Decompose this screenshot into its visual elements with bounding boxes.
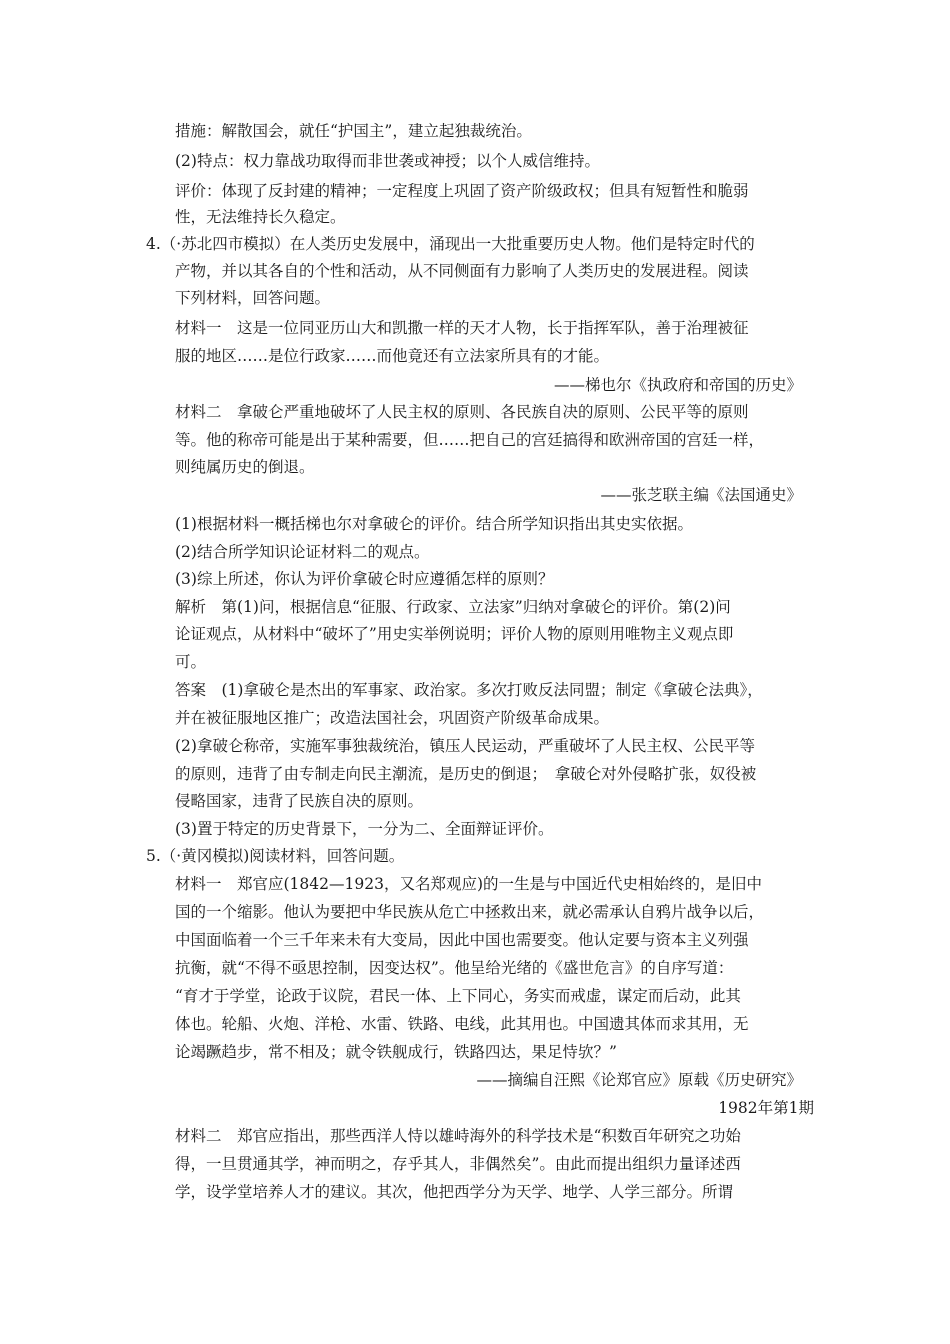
text-line: 并在被征服地区推广；改造法国社会，巩固资产阶级革命成果。 — [175, 709, 610, 727]
text-line: 学，设学堂培养人才的建议。其次，他把西学分为天学、地学、人学三部分。所谓 — [175, 1183, 734, 1201]
text-line: 则纯属历史的倒退。 — [175, 458, 315, 476]
text-line: 抗衡，就“不得不亟思控制，因变达权”。他呈给光绪的《盛世危言》的自序写道： — [175, 959, 734, 977]
text-line: 材料二 拿破仑严重地破坏了人民主权的原则、各民族自决的原则、公民平等的原则 — [175, 403, 749, 421]
text-line: 材料二 郑官应指出，那些西洋人恃以雄峙海外的科学技术是“积数百年研究之功始 — [175, 1127, 741, 1145]
text-line: 答案 (1)拿破仑是杰出的军事家、政治家。多次打败反法同盟；制定《拿破仑法典》， — [175, 681, 763, 699]
text-line: 体也。轮船、火炮、洋枪、水雷、铁路、电线，此其用也。中国遗其体而求其用，无 — [175, 1015, 749, 1033]
citation-line: ——摘编自汪熙《论郑官应》原载《历史研究》 — [476, 1071, 802, 1089]
text-line: 产物，并以其各自的个性和活动，从不同侧面有力影响了人类历史的发展进程。阅读 — [175, 262, 749, 280]
text-line: 论证观点，从材料中“破坏了”用史实举例说明；评价人物的原则用唯物主义观点即 — [175, 625, 734, 643]
text-line: (3)置于特定的历史背景下，一分为二、全面辩证评价。 — [175, 820, 554, 838]
text-line: 中国面临着一个三千年来未有大变局，因此中国也需要变。他认定要与资本主义列强 — [175, 931, 749, 949]
text-line: 材料一 这是一位同亚历山大和凯撒一样的天才人物，长于指挥军队，善于治理被征 — [175, 319, 749, 337]
text-line: (3)综上所述，你认为评价拿破仑时应遵循怎样的原则？ — [175, 570, 554, 588]
text-line: (2)拿破仑称帝，实施军事独裁统治，镇压人民运动，严重破坏了人民主权、公民平等 — [175, 737, 755, 755]
text-line: (1)根据材料一概括梯也尔对拿破仑的评价。结合所学知识指出其史实依据。 — [175, 515, 693, 533]
text-line: (2)结合所学知识论证材料二的观点。 — [175, 543, 430, 561]
text-line: “育才于学堂，论政于议院，君民一体、上下同心，务实而戒虚，谋定而后动，此其 — [175, 987, 741, 1005]
text-line: 论竭蹶趋步，常不相及；就令铁舰成行，铁路四达，果足恃欤？” — [175, 1043, 617, 1061]
citation-line: ——张芝联主编《法国通史》 — [600, 486, 802, 504]
text-line: 性，无法维持长久稳定。 — [175, 208, 346, 226]
text-line: 下列材料，回答问题。 — [175, 289, 331, 307]
text-line: 国的一个缩影。他认为要把中华民族从危亡中拯救出来，就必需承认自鸦片战争以后， — [175, 903, 765, 921]
text-line: 等。他的称帝可能是出于某种需要，但……把自己的宫廷搞得和欧洲帝国的宫廷一样， — [175, 431, 765, 449]
citation-line: ——梯也尔《执政府和帝国的历史》 — [553, 376, 802, 394]
text-line: 措施：解散国会，就任“护国主”，建立起独裁统治。 — [175, 122, 532, 140]
question-5-heading: 5.（·黄冈模拟)阅读材料，回答问题。 — [146, 847, 405, 865]
text-line: 解析 第(1)问，根据信息“征服、行政家、立法家”归纳对拿破仑的评价。第(2)问 — [175, 598, 731, 616]
question-4-heading: 4.（·苏北四市模拟）在人类历史发展中，涌现出一大批重要历史人物。他们是特定时代的 — [146, 235, 755, 253]
citation-line: 1982年第1期 — [718, 1099, 814, 1117]
text-line: 服的地区……是位行政家……而他竟还有立法家所具有的才能。 — [175, 347, 610, 365]
text-line: (2)特点：权力靠战功取得而非世袭或神授；以个人威信维持。 — [175, 152, 600, 170]
text-line: 材料一 郑官应(1842—1923，又名郑观应)的一生是与中国近代史相始终的，是旧中 — [175, 875, 762, 893]
text-line: 可。 — [175, 653, 207, 671]
text-line: 得，一旦贯通其学，神而明之，存乎其人，非偶然矣”。由此而提出组织力量译述西 — [175, 1155, 741, 1173]
text-line: 侵略国家，违背了民族自决的原则。 — [175, 792, 424, 810]
text-line: 评价：体现了反封建的精神；一定程度上巩固了资产阶级政权；但具有短暂性和脆弱 — [175, 182, 749, 200]
text-line: 的原则，违背了由专制走向民主潮流，是历史的倒退； 拿破仑对外侵略扩张，奴役被 — [175, 765, 757, 783]
